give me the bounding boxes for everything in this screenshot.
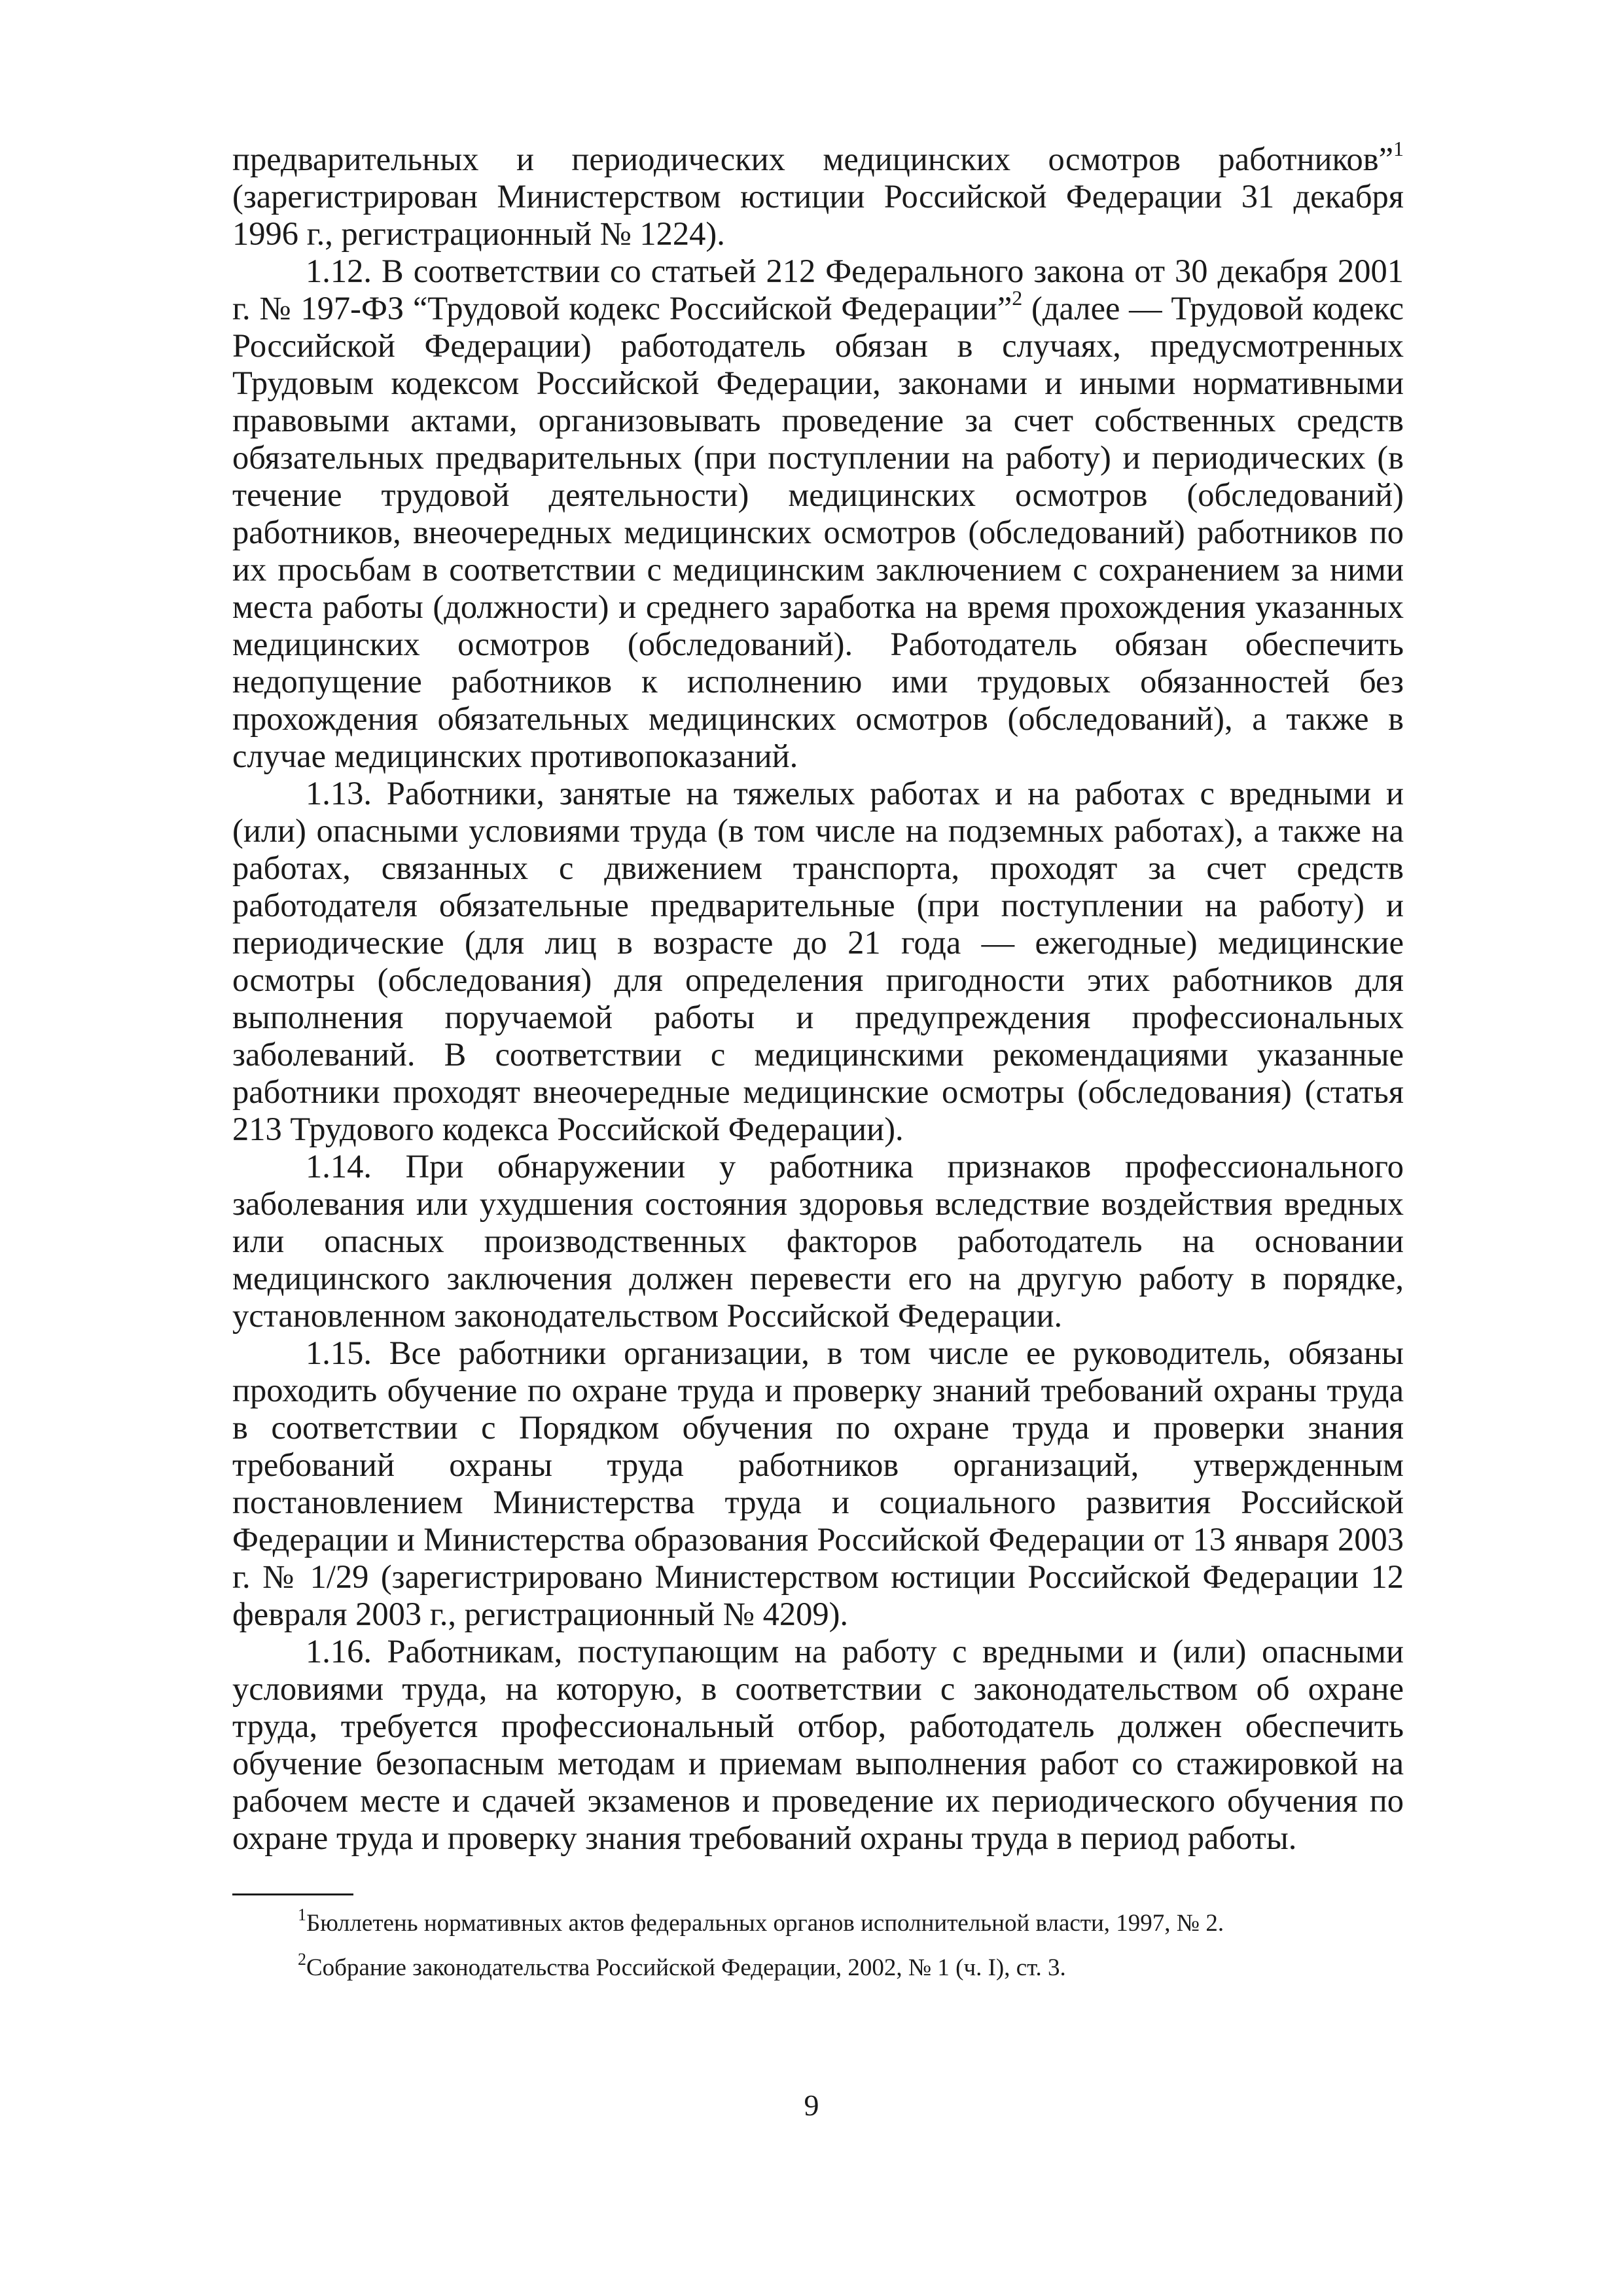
footnote-1-text: Бюллетень нормативных актов федеральных органов исполнительной власти, 1997, № 2. xyxy=(306,1910,1224,1937)
paragraph-1-12 xyxy=(232,253,1404,775)
paragraph-1-16: 1.16. Работникам, поступающим на работу с вредными и (или) опасными условиями труда, на которую, в соответствии с законодательством об охране труда, требуется профессиональный отбор, работодатель должен обеспечить обучение безопасным методам и приемам выполнения работ со стажировкой на рабочем месте и сдачей экзаменов и проведение их периодического обучения по охране труда и проверку знания требований охраны труда в период работы. xyxy=(232,1633,1404,1856)
footnote-marker-2: 2 xyxy=(298,1950,306,1969)
document-page xyxy=(232,137,1404,1996)
page-number: 9 xyxy=(804,2089,819,2122)
footnote-1 xyxy=(232,1907,1404,1940)
footnote-2-text: Собрание законодательства Российской Федерации, 2002, № 1 (ч. I), ст. 3. xyxy=(306,1954,1066,1981)
paragraph-1-12-text: 1.12. В соответствии со статьей 212 Федерального закона от 30 декабря 2001 г. № 197-ФЗ “Трудовой кодекс Российской Федерации” xyxy=(232,253,1404,327)
paragraph-intro-text-continued: (зарегистрирован Министерством юстиции Российской Федерации 31 декабря 1996 г., регистрационный № 1224). xyxy=(232,178,1404,252)
paragraph-intro xyxy=(232,137,1404,253)
paragraph-1-14: 1.14. При обнаружении у работника признаков профессионального заболевания или ухудшения состояния здоровья вследствие воздействия вредных или опасных производственных факторов работодатель на основании медицинского заключения должен перевести его на другую работу в порядке, установленном законодательством Российской Федерации. xyxy=(232,1148,1404,1334)
footnote-ref-1: 1 xyxy=(1393,137,1404,160)
paragraph-1-13: 1.13. Работники, занятые на тяжелых работах и на работах с вредными и (или) опасными условиями труда (в том числе на подземных работах), а также на работах, связанных с движением транспорта, проходят за счет средств работодателя обязательные предварительные (при поступлении на работу) и периодические (для лиц в возрасте до 21 года — ежегодные) медицинские осмотры (обследования) для определения пригодности этих работников для выполнения поручаемой работы и предупреждения профессиональных заболеваний. В соответствии с медицинскими рекомендациями указанные работники проходят внеочередные медицинские осмотры (обследования) (статья 213 Трудового кодекса Российской Федерации). xyxy=(232,775,1404,1147)
footnote-divider xyxy=(232,1893,353,1895)
footnote-ref-2: 2 xyxy=(1012,286,1023,310)
footnote-2 xyxy=(232,1952,1404,1984)
paragraph-intro-text: предварительных и периодических медицинских осмотров работников” xyxy=(232,141,1393,177)
footnote-marker-1: 1 xyxy=(298,1905,306,1924)
paragraph-1-15: 1.15. Все работники организации, в том числе ее руководитель, обязаны проходить обучение по охране труда и проверку знаний требований охраны труда в соответствии с Порядком обучения по охране труда и проверки знания требований охраны труда работников организаций, утвержденным постановлением Министерства труда и социального развития Российской Федерации и Министерства образования Российской Федерации от 13 января 2003 г. № 1/29 (зарегистрировано Министерством юстиции Российской Федерации 12 февраля 2003 г., регистрационный № 4209). xyxy=(232,1335,1404,1632)
paragraph-1-12-text-continued: (далее — Трудовой кодекс Российской Федерации) работодатель обязан в случаях, предусмотренных Трудовым кодексом Российской Федерации, законами и иными нормативными правовыми актами, организовывать проведение за счет собственных средств обязательных предварительных (при поступлении на работу) и периодических (в течение трудовой деятельности) медицинских осмотров (обследований) работников, внеочередных медицинских осмотров (обследований) работников по их просьбам в соответствии с медицинским заключением с сохранением за ними места работы (должности) и среднего заработка на время прохождения указанных медицинских осмотров (обследований). Работодатель обязан обеспечить недопущение работников к исполнению ими трудовых обязанностей без прохождения обязательных медицинских осмотров (обследований), а также в случае медицинских противопоказаний. xyxy=(232,290,1404,774)
